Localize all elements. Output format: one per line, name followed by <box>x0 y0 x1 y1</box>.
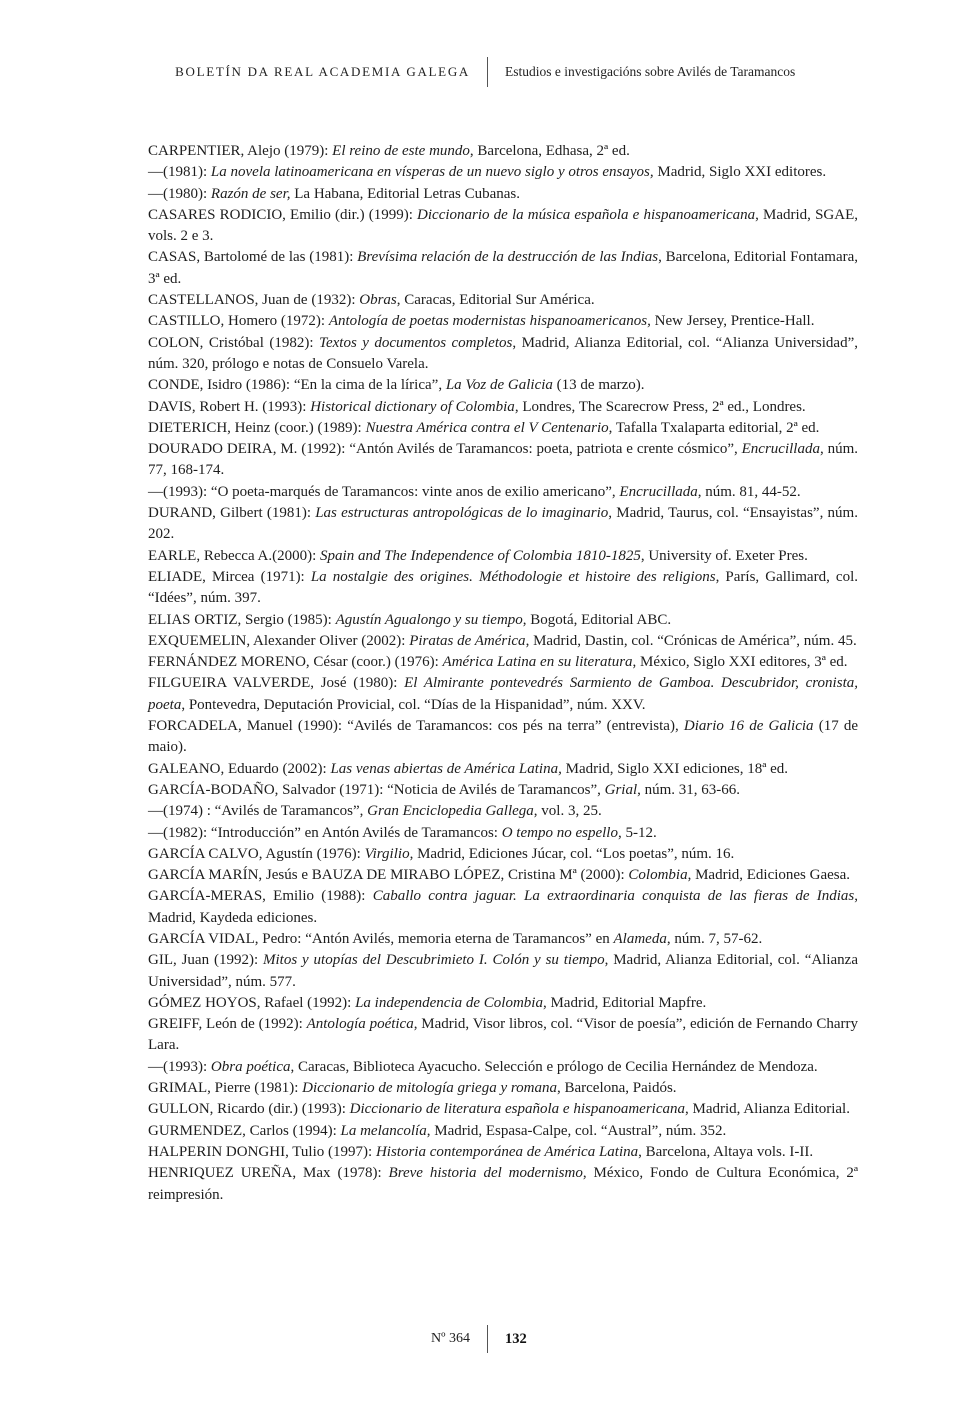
entry-text: Madrid, Siglo XXI editores. <box>653 164 827 181</box>
entry-title-italic: La nostalgie des origines. Méthodologie et histoire des religions <box>310 568 716 585</box>
entry-text: GARCÍA MARÍN, Jesús e BAUZA DE MIRABO LÓPEZ, Cristina Mª (2000): <box>148 867 629 884</box>
entry-text: , núm. 7, 57-62. <box>666 930 763 947</box>
entry-text: , Tafalla Txalaparta editorial, 2ª ed. <box>608 419 820 436</box>
bibliography-entry <box>148 482 858 503</box>
entry-text: , Bogotá, Editorial ABC. <box>522 611 672 628</box>
bibliography-entry <box>148 375 858 396</box>
bibliography-entry <box>148 759 858 780</box>
bibliography-entry <box>148 780 858 801</box>
entry-text: , Madrid, Alianza Editorial. <box>685 1101 850 1118</box>
entry-text: CASTELLANOS, Juan de (1932): <box>148 292 360 309</box>
entry-title-italic: El Almirante pontevedrés Sarmiento de Gamboa. Descubridor, cronista, poeta <box>148 675 858 713</box>
entry-text: , Barcelona, Altaya vols. I-II. <box>638 1143 814 1160</box>
bibliography-entry <box>148 1099 858 1120</box>
entry-text: , Madrid, Alianza Editorial, col. “Alianza Universidad”, núm. 320, prólogo e notas de Consuelo Varela. <box>148 334 858 372</box>
entry-text: New Jersey, Prentice-Hall. <box>650 313 815 330</box>
bibliography-entry <box>148 1014 858 1057</box>
entry-title-italic: La independencia de Colombia <box>355 994 543 1011</box>
bibliography-list <box>148 141 858 1206</box>
entry-title-italic: Obra poética <box>210 1058 291 1075</box>
entry-title-italic: Colombia <box>628 867 688 884</box>
bibliography-entry <box>148 439 858 482</box>
entry-title-italic: Diccionario de mitología griega y romana <box>302 1080 557 1097</box>
bibliography-entry <box>148 205 858 248</box>
bibliography-entry <box>148 1057 858 1078</box>
bibliography-entry <box>148 567 858 610</box>
entry-title-italic: Obras <box>359 292 397 309</box>
entry-title-italic: Textos y documentos completos <box>319 334 513 351</box>
entry-title-italic: Grial <box>604 781 638 798</box>
bibliography-entry <box>148 610 858 631</box>
entry-text: FILGUEIRA VALVERDE, José (1980): <box>148 675 405 692</box>
bibliography-entry <box>148 247 858 290</box>
entry-text: , Pontevedra, Deputación Provicial, col. “Días de la Hispanidad”, núm. XXV. <box>181 696 646 713</box>
bibliography-entry <box>148 673 858 716</box>
entry-text: , París, Gallimard, col. “Idées”, núm. 397. <box>148 568 858 607</box>
entry-text: , University of. Exeter Pres. <box>640 547 808 564</box>
entry-text: , Londres, The Scarecrow Press, 2ª ed., Londres. <box>514 398 806 415</box>
journal-title: BOLETÍN DA REAL ACADEMIA GALEGA <box>175 64 470 79</box>
bibliography-entry <box>148 993 858 1014</box>
entry-title-italic: Nuestra América contra el V Centenario <box>365 419 609 436</box>
entry-title-italic: Diccionario de la música española e hispanoamericana <box>417 206 756 223</box>
entry-text: Madrid, Siglo XXI ediciones, 18ª ed. <box>561 760 789 777</box>
bibliography-entry <box>148 929 858 950</box>
entry-title-italic: Gran Enciclopedia Gallega <box>367 803 534 820</box>
entry-text: GRIMAL, Pierre (1981): <box>148 1080 303 1097</box>
bibliography-entry <box>148 546 858 567</box>
entry-text: HENRIQUEZ UREÑA, Max (1978): <box>148 1165 389 1182</box>
entry-title-italic: Historia contemporánea de América Latina <box>375 1143 639 1160</box>
entry-text: DURAND, Gilbert (1981): <box>148 505 316 522</box>
entry-text: , Madrid, Ediciones Júcar, col. “Los poetas”, núm. 16. <box>409 845 735 862</box>
entry-text: EARLE, Rebecca A.(2000): <box>148 547 321 564</box>
entry-title-italic: La melancolía <box>340 1122 427 1139</box>
entry-title-italic: O tempo no espello <box>501 824 618 841</box>
entry-title-italic: Diccionario de literatura española e hispanoamericana <box>349 1101 686 1118</box>
entry-text: DIETERICH, Heinz (coor.) (1989): <box>148 419 366 436</box>
entry-title-italic: Mitos y utopías del Descubrimieto I. Colón y su tiempo <box>262 952 605 969</box>
entry-text: —(1980): <box>148 185 211 202</box>
entry-title-italic: Alameda <box>613 930 667 947</box>
entry-text: HALPERIN DONGHI, Tulio (1997): <box>148 1143 376 1160</box>
entry-text: EXQUEMELIN, Alexander Oliver (2002): <box>148 632 410 649</box>
page-header <box>0 57 975 87</box>
bibliography-entry <box>148 865 858 886</box>
entry-text: GIL, Juan (1992): <box>148 952 263 969</box>
entry-text: , Barcelona, Editorial Fontamara, 3ª ed. <box>148 249 859 287</box>
bibliography-entry <box>148 418 858 439</box>
bibliography-entry <box>148 503 858 546</box>
entry-title-italic: Las estructuras antropológicas de lo imaginario <box>315 505 609 522</box>
entry-text: CASARES RODICIO, Emilio (dir.) (1999): <box>148 206 418 223</box>
entry-text: FERNÁNDEZ MORENO, César (coor.) (1976): <box>148 654 443 671</box>
entry-text: , vol. 3, 25. <box>533 803 602 820</box>
entry-text: La Habana, Editorial Letras Cubanas. <box>290 185 520 202</box>
entry-text: GULLON, Ricardo (dir.) (1993): <box>148 1101 350 1118</box>
entry-title-italic: Las venas abiertas de América Latina, <box>330 760 562 777</box>
entry-text: —(1993): <box>148 1058 211 1075</box>
entry-text: —(1981): <box>148 164 211 181</box>
bibliography-entry <box>148 333 858 376</box>
entry-text: , Madrid, Kaydeda ediciones. <box>148 888 859 926</box>
entry-text: GARCÍA-BODAÑO, Salvador (1971): “Noticia de Avilés de Taramancos”, <box>148 781 605 798</box>
entry-title-italic: Razón de ser, <box>210 185 291 202</box>
entry-title-italic: Encrucillada <box>741 441 820 458</box>
bibliography-entry <box>148 311 858 332</box>
entry-text: , Madrid, SGAE, vols. 2 e 3. <box>148 206 858 245</box>
entry-text: , Barcelona, Paidós. <box>556 1080 677 1097</box>
entry-text: ELIAS ORTIZ, Sergio (1985): <box>148 611 336 628</box>
entry-text: —(1974) : “Avilés de Taramancos”, <box>148 803 368 820</box>
entry-text: —(1993): “O poeta-marqués de Taramancos: vinte anos de exilio americano”, <box>148 483 620 500</box>
entry-title-italic: La novela latinoamericana en vísperas de un nuevo siglo y otros ensayos, <box>210 164 654 181</box>
entry-text: , Barcelona, Edhasa, 2ª ed. <box>469 143 630 159</box>
bibliography-entry <box>148 1163 858 1206</box>
bibliography-entry <box>148 716 858 759</box>
entry-text: GÓMEZ HOYOS, Rafael (1992): <box>148 994 356 1011</box>
entry-text: , Caracas, Editorial Sur América. <box>396 292 595 309</box>
entry-text: GURMENDEZ, Carlos (1994): <box>148 1122 341 1139</box>
issue-number: Nº 364 <box>431 1331 470 1346</box>
entry-title-italic: Piratas de América <box>409 632 526 649</box>
entry-text: , Madrid, Taurus, col. “Ensayistas”, núm. 202. <box>148 505 858 543</box>
page-number: 132 <box>505 1330 527 1347</box>
entry-text: , núm. 81, 44-52. <box>697 483 801 500</box>
bibliography-entry <box>148 1121 858 1142</box>
bibliography-entry <box>148 823 858 844</box>
entry-text: , Madrid, Ediciones Gaesa. <box>687 867 851 884</box>
bibliography-entry <box>148 290 858 311</box>
bibliography-entry <box>148 631 858 652</box>
bibliography-entry <box>148 886 858 929</box>
entry-title-italic: Brevísima relación de la destrucción de las Indias <box>357 249 659 266</box>
entry-title-italic: Virgilio <box>364 845 410 862</box>
page-footer <box>0 1324 975 1354</box>
entry-text: GARCÍA CALVO, Agustín (1976): <box>148 845 365 862</box>
section-title: Estudios e investigacións sobre Avilés de Taramancos <box>505 64 796 79</box>
entry-text: CARPENTIER, Alejo (1979): <box>148 143 333 159</box>
entry-text: CASAS, Bartolomé de las (1981): <box>148 249 358 266</box>
entry-text: GARCÍA-MERAS, Emilio (1988): <box>148 888 373 905</box>
entry-text: , México, Siglo XXI editores, 3ª ed. <box>632 654 848 671</box>
bibliography-entry <box>148 1078 858 1099</box>
bibliography-entry <box>148 397 858 418</box>
entry-text: , Madrid, Alianza Editorial, col. “Alianza Universidad”, núm. 577. <box>148 952 858 990</box>
bibliography-entry <box>148 801 858 822</box>
entry-text: CASTILLO, Homero (1972): <box>148 313 329 330</box>
entry-title-italic: La Voz de Galicia <box>445 377 553 394</box>
entry-text: GALEANO, Eduardo (2002): <box>148 760 331 777</box>
entry-title-italic: Diario 16 de Galicia <box>683 718 814 735</box>
entry-text: , Madrid, Espasa-Calpe, col. “Austral”, núm. 352. <box>426 1122 727 1139</box>
bibliography-entry <box>148 1142 858 1163</box>
entry-text: GREIFF, León de (1992): <box>148 1016 307 1033</box>
entry-text: , 5-12. <box>617 824 657 841</box>
entry-title-italic: El reino de este mundo <box>332 143 470 159</box>
entry-text: DOURADO DEIRA, M. (1992): “Antón Avilés de Taramancos: poeta, patriota e crente cósmico”, <box>148 441 742 458</box>
entry-text: , Madrid, Dastin, col. “Crónicas de América”, núm. 45. <box>525 632 857 649</box>
bibliography-entry <box>148 844 858 865</box>
entry-title-italic: Historical dictionary of Colombia <box>310 398 515 415</box>
bibliography-entry <box>148 184 858 205</box>
entry-text: ELIADE, Mircea (1971): <box>148 568 311 585</box>
bibliography-entry <box>148 950 858 993</box>
entry-text: , México, Fondo de Cultura Económica, 2ª reimpresión. <box>148 1165 858 1203</box>
entry-text: , Caracas, Biblioteca Ayacucho. Selección e prólogo de Cecilia Hernández de Mendoza. <box>290 1058 818 1075</box>
entry-text: (13 de marzo). <box>552 377 645 394</box>
entry-text: , Madrid, Visor libros, col. “Visor de poesía”, edición de Fernando Charry Lara. <box>148 1016 858 1054</box>
entry-text: (17 de maio). <box>148 718 859 756</box>
entry-title-italic: Agustín Agualongo y su tiempo <box>335 611 523 628</box>
bibliography-entry <box>148 652 858 673</box>
entry-title-italic: Encrucillada <box>619 483 698 500</box>
entry-title-italic: Breve historia del modernismo <box>388 1165 583 1182</box>
entry-text: GARCÍA VIDAL, Pedro: “Antón Avilés, memoria eterna de Taramancos” en <box>148 930 614 947</box>
entry-text: CONDE, Isidro (1986): “En la cima de la lírica”, <box>148 377 446 394</box>
entry-text: —(1982): “Introducción” en Antón Avilés de Taramancos: <box>148 824 502 841</box>
entry-text: , núm. 77, 168-174. <box>148 441 858 479</box>
entry-text: COLON, Cristóbal (1982): <box>148 334 319 351</box>
entry-text: , Madrid, Editorial Mapfre. <box>542 994 707 1011</box>
entry-text: DAVIS, Robert H. (1993): <box>148 398 311 415</box>
entry-text: FORCADELA, Manuel (1990): “Avilés de Taramancos: cos pés na terra” (entrevista), <box>148 718 684 735</box>
bibliography-entry <box>148 162 858 183</box>
entry-title-italic: Spain and The Independence of Colombia 1810-1825 <box>320 547 641 564</box>
entry-title-italic: Caballo contra jaguar. La extraordinaria conquista de las fieras de Indias <box>372 888 855 905</box>
entry-text: , núm. 31, 63-66. <box>637 781 741 798</box>
entry-title-italic: Antología poética <box>306 1016 414 1033</box>
entry-title-italic: América Latina en su literatura <box>442 654 633 671</box>
entry-title-italic: Antología de poetas modernistas hispanoamericanos, <box>328 313 651 330</box>
bibliography-entry <box>148 141 858 162</box>
